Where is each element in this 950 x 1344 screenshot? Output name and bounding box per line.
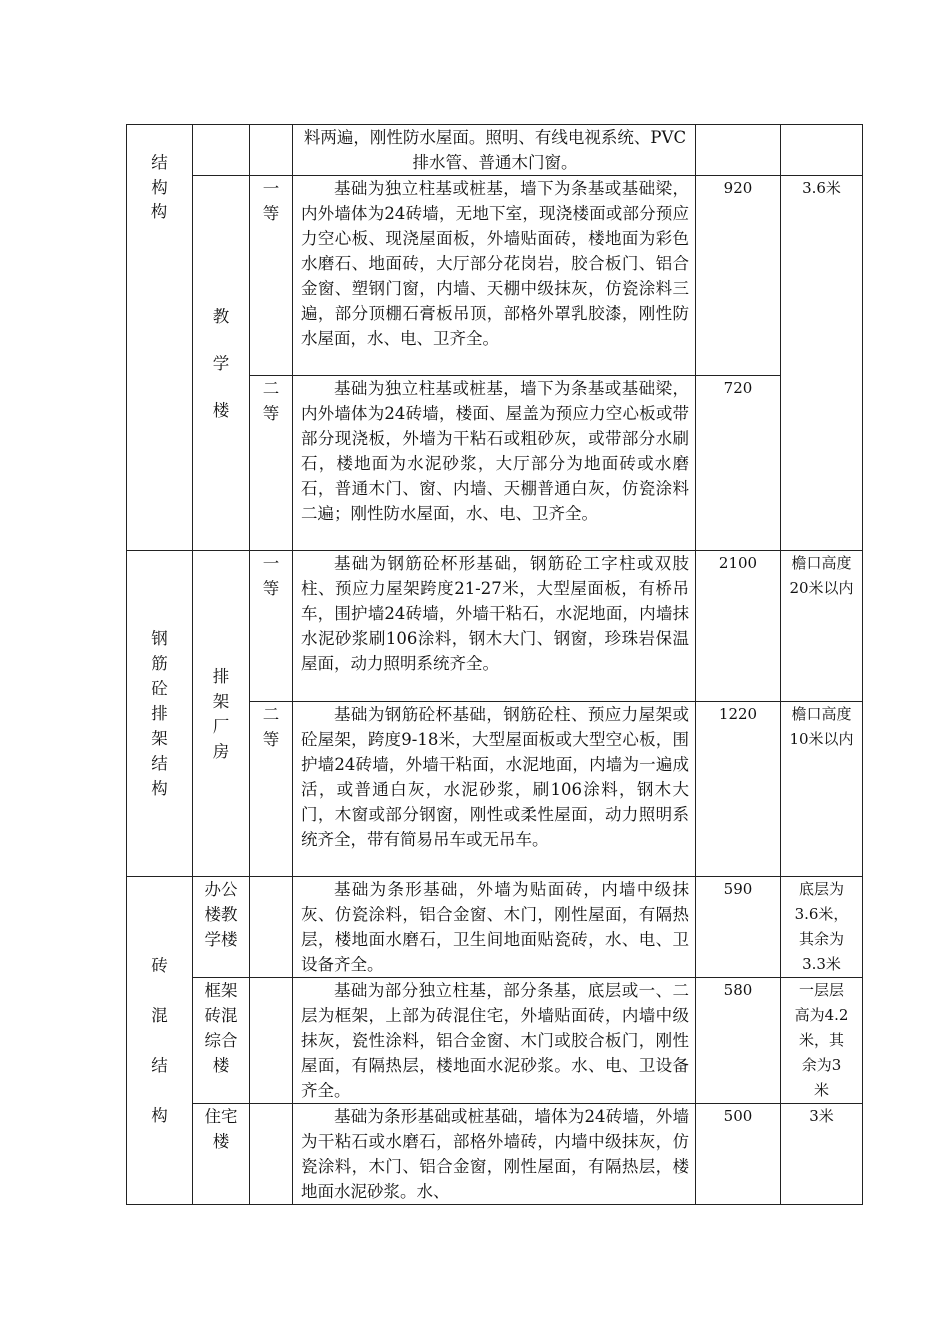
description-text: 料两遍，刚性防水屋面。照明、有线电视系统、PVC排水管、普通木门窗。 — [303, 128, 687, 172]
grade-label: 二等 — [262, 379, 280, 423]
description-text: 基础为独立柱基或桩基，墙下为条基或基础梁，内外墙体为24砖墙，无地下室，现浇楼面或部分预应力空心板、现浇屋面板，外墙贴面砖，楼地面为彩色水磨石、地面砖，大厅部分花岗岩，胶合板门、铝合金窗、塑钢门窗，内墙、天棚中级抹灰，仿瓷涂料三遍，部分顶棚石膏板吊顶，部格外罩乳胶漆，刚性防水屋面，水、电、卫齐全。 — [301, 179, 689, 348]
note-cell — [781, 125, 863, 176]
price-cell: 580 — [696, 978, 781, 1104]
building-type-cell — [193, 978, 250, 1104]
price-cell: 720 — [696, 376, 781, 551]
description-text: 基础为条形基础，外墙为贴面砖，内墙中级抹灰、仿瓷涂料，铝合金窗、木门，刚性屋面，有隔热层，楼地面水磨石，卫生间地面贴瓷砖，水、电、卫设备齐全。 — [301, 880, 689, 974]
grade-cell — [250, 176, 293, 376]
building-type-label: 办公楼教学楼 — [204, 880, 238, 949]
category-cell — [127, 877, 193, 1205]
description-cell — [293, 1104, 696, 1205]
category-label-1: 结构 — [151, 153, 168, 197]
table-row — [127, 877, 863, 978]
building-type-label: 排架厂房 — [212, 666, 230, 761]
grade-label: 一等 — [262, 554, 280, 598]
description-text: 基础为条形基础或桩基础，墙体为24砖墙，外墙为干粘石或水磨石，部格外墙砖，内墙中级抹灰，仿瓷涂料，木门、铝合金窗，刚性屋面，有隔热层，楼地面水泥砂浆。水、 — [301, 1107, 689, 1201]
price-cell: 920 — [696, 176, 781, 376]
grade-cell — [250, 1104, 293, 1205]
description-cell — [293, 551, 696, 702]
note-cell: 3米 — [781, 1104, 863, 1205]
table-row — [127, 176, 863, 376]
category-cell — [127, 551, 193, 877]
building-type-label: 框架砖混综合楼 — [204, 981, 238, 1075]
note-cell — [781, 877, 863, 978]
category-label-2: 构 — [150, 202, 168, 221]
description-cell — [293, 125, 696, 176]
note-cell: 3.6米 — [781, 176, 863, 551]
table-row — [127, 551, 863, 702]
building-type-label: 教学楼 — [212, 306, 230, 420]
description-cell — [293, 176, 696, 376]
price-cell: 500 — [696, 1104, 781, 1205]
description-cell — [293, 978, 696, 1104]
building-type-cell — [193, 125, 250, 176]
description-cell — [293, 702, 696, 877]
table-row — [127, 1104, 863, 1205]
category-cell — [127, 125, 193, 551]
note-cell — [781, 978, 863, 1104]
grade-cell — [250, 376, 293, 551]
price-cell: 2100 — [696, 551, 781, 702]
grade-label: 一等 — [262, 179, 280, 223]
description-cell — [293, 877, 696, 978]
price-cell — [696, 125, 781, 176]
table-row — [127, 125, 863, 176]
grade-cell — [250, 551, 293, 702]
category-label: 钢筋砼排架结构 — [151, 629, 168, 798]
building-type-label: 住宅楼 — [204, 1107, 238, 1151]
note-text: 一层层高为4.2米，其余为3米 — [794, 981, 849, 1099]
description-text: 基础为钢筋砼杯形基础，钢筋砼工字柱或双肢柱、预应力屋架跨度21-27米，大型屋面板，有桥吊车，围护墙24砖墙，外墙干粘石，水泥地面，内墙抹水泥砂浆刷106涂料，钢木大门、钢窗，珍珠岩保温屋面，动力照明系统齐全。 — [301, 554, 689, 673]
price-cell: 1220 — [696, 702, 781, 877]
note-text: 底层为3.6米，其余为3.3米 — [794, 880, 849, 973]
description-text: 基础为部分独立柱基，部分条基，底层或一、二层为框架，上部为砖混住宅，外墙贴面砖，内墙中级抹灰，瓷性涂料，铝合金窗、木门或胶合板门，刚性屋面，有隔热层，楼地面水泥砂浆。水、电、卫设备齐全。 — [301, 981, 689, 1100]
grade-cell — [250, 702, 293, 877]
note-cell: 檐口高度10米以内 — [781, 702, 863, 877]
building-type-cell — [193, 551, 250, 877]
grade-cell — [250, 978, 293, 1104]
description-text: 基础为钢筋砼杯基础，钢筋砼柱、预应力屋架或砼屋架，跨度9-18米，大型屋面板或大型空心板，围护墙24砖墙，外墙干粘面，水泥地面，内墙为一遍成活，或普通白灰，水泥砂浆，刷106涂料，钢木大门，木窗或部分钢窗，刚性或柔性屋面，动力照明系统齐全，带有简易吊车或无吊车。 — [301, 705, 689, 849]
price-cell: 590 — [696, 877, 781, 978]
building-type-cell — [193, 1104, 250, 1205]
grade-label: 二等 — [262, 705, 280, 749]
description-text: 基础为独立柱基或桩基，墙下为条基或基础梁，内外墙体为24砖墙，楼面、屋盖为预应力空心板或带部分现浇板，外墙为干粘石或粗砂灰，或带部分水刷石，楼地面为水泥砂浆，大厅部分为地面砖或水磨石，普通木门、窗、内墙、天棚普通白灰，仿瓷涂料二遍；刚性防水屋面，水、电、卫齐全。 — [301, 379, 689, 523]
description-cell — [293, 376, 696, 551]
table-row — [127, 978, 863, 1104]
grade-cell — [250, 125, 293, 176]
category-label: 砖混结构 — [151, 955, 168, 1125]
building-cost-table — [126, 124, 863, 1205]
building-type-cell — [193, 176, 250, 551]
grade-cell — [250, 877, 293, 978]
building-type-cell — [193, 877, 250, 978]
note-cell: 檐口高度20米以内 — [781, 551, 863, 702]
